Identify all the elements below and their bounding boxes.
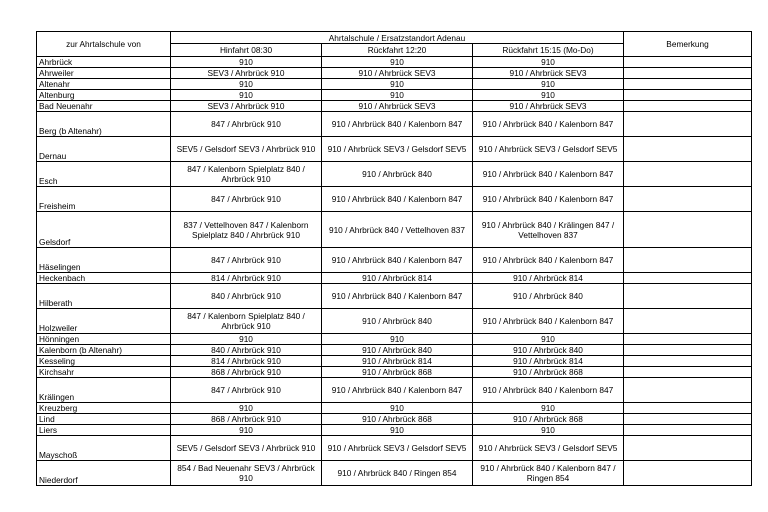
return-afternoon-connection-cell: 910 / Ahrbrück 868 [473,367,624,378]
return-noon-connection-cell: 910 [322,57,473,68]
origin-cell: Kesseling [37,356,171,367]
return-noon-connection-cell: 910 / Ahrbrück SEV3 [322,101,473,112]
return-afternoon-connection-cell: 910 [473,90,624,101]
table-row [37,425,752,436]
table-row [37,248,752,273]
table-body [37,57,752,486]
remarks-cell [624,212,752,248]
origin-cell: Kirchsahr [37,367,171,378]
outbound-connection-cell: 847 / Kalenborn Spielplatz 840 / Ahrbrück 910 [171,309,322,334]
remarks-cell [624,334,752,345]
return-afternoon-connection-cell: 910 / Ahrbrück 840 / Krälingen 847 / Vettelhoven 837 [473,212,624,248]
origin-cell: Hilberath [37,284,171,309]
return-noon-connection-cell: 910 / Ahrbrück 840 / Kalenborn 847 [322,248,473,273]
return-afternoon-connection-cell: 910 / Ahrbrück 814 [473,356,624,367]
remarks-cell [624,356,752,367]
return-noon-connection-cell: 910 [322,79,473,90]
table-row [37,309,752,334]
remarks-cell [624,284,752,309]
remarks-cell [624,137,752,162]
return-afternoon-connection-cell: 910 / Ahrbrück 840 / Kalenborn 847 [473,112,624,137]
return-afternoon-connection-cell: 910 [473,57,624,68]
origin-cell: Altenburg [37,90,171,101]
origin-cell: Krälingen [37,378,171,403]
return-noon-connection-cell: 910 / Ahrbrück 840 [322,162,473,187]
return-noon-connection-cell: 910 / Ahrbrück 814 [322,356,473,367]
origin-column-header: zur Ahrtalschule von [37,32,171,57]
origin-cell: Mayschoß [37,436,171,461]
outbound-connection-cell: SEV3 / Ahrbrück 910 [171,68,322,79]
remarks-cell [624,436,752,461]
outbound-connection-cell: 814 / Ahrbrück 910 [171,356,322,367]
table-row [37,212,752,248]
outbound-connection-cell: 847 / Ahrbrück 910 [171,187,322,212]
outbound-connection-cell: 910 [171,90,322,101]
outbound-connection-cell: SEV5 / Gelsdorf SEV3 / Ahrbrück 910 [171,436,322,461]
outbound-column-header: Hinfahrt 08:30 [171,44,322,57]
return-afternoon-connection-cell: 910 / Ahrbrück 814 [473,273,624,284]
origin-cell: Liers [37,425,171,436]
origin-cell: Berg (b Altenahr) [37,112,171,137]
table-row [37,273,752,284]
return-afternoon-connection-cell: 910 / Ahrbrück 868 [473,414,624,425]
table-row [37,367,752,378]
origin-cell: Häselingen [37,248,171,273]
remarks-cell [624,414,752,425]
return-noon-connection-cell: 910 / Ahrbrück 814 [322,273,473,284]
table-row [37,334,752,345]
return-afternoon-connection-cell: 910 / Ahrbrück 840 / Kalenborn 847 [473,378,624,403]
outbound-connection-cell: 910 [171,403,322,414]
outbound-connection-cell: SEV5 / Gelsdorf SEV3 / Ahrbrück 910 [171,137,322,162]
return-noon-connection-cell: 910 / Ahrbrück 840 / Ringen 854 [322,461,473,486]
return-noon-connection-cell: 910 / Ahrbrück 840 / Kalenborn 847 [322,112,473,137]
outbound-connection-cell: 868 / Ahrbrück 910 [171,367,322,378]
remarks-cell [624,461,752,486]
origin-cell: Lind [37,414,171,425]
origin-cell: Ahrweiler [37,68,171,79]
origin-cell: Altenahr [37,79,171,90]
origin-cell: Heckenbach [37,273,171,284]
return-afternoon-connection-cell: 910 / Ahrbrück 840 / Kalenborn 847 [473,309,624,334]
origin-cell: Holzweiler [37,309,171,334]
outbound-connection-cell: 910 [171,79,322,90]
return-noon-connection-cell: 910 [322,334,473,345]
outbound-connection-cell: 868 / Ahrbrück 910 [171,414,322,425]
remarks-cell [624,162,752,187]
origin-cell: Bad Neuenahr [37,101,171,112]
origin-cell: Ahrbrück [37,57,171,68]
remarks-cell [624,112,752,137]
outbound-connection-cell: 847 / Kalenborn Spielplatz 840 / Ahrbrück 910 [171,162,322,187]
outbound-connection-cell: 847 / Ahrbrück 910 [171,112,322,137]
remarks-cell [624,378,752,403]
outbound-connection-cell: SEV3 / Ahrbrück 910 [171,101,322,112]
table-row [37,101,752,112]
table-row [37,79,752,90]
table-row [37,112,752,137]
table-header [37,32,752,57]
remarks-cell [624,101,752,112]
return-noon-connection-cell: 910 / Ahrbrück 840 / Kalenborn 847 [322,284,473,309]
table-row [37,137,752,162]
table-row [37,187,752,212]
return-afternoon-connection-cell: 910 [473,403,624,414]
outbound-connection-cell: 847 / Ahrbrück 910 [171,378,322,403]
table-row [37,345,752,356]
outbound-connection-cell: 840 / Ahrbrück 910 [171,284,322,309]
return-afternoon-connection-cell: 910 / Ahrbrück SEV3 / Gelsdorf SEV5 [473,436,624,461]
origin-cell: Niederdorf [37,461,171,486]
origin-cell: Hönningen [37,334,171,345]
origin-cell: Kalenborn (b Altenahr) [37,345,171,356]
remarks-cell [624,273,752,284]
return-afternoon-connection-cell: 910 [473,425,624,436]
remarks-column-header: Bemerkung [624,32,752,57]
remarks-cell [624,79,752,90]
return-afternoon-connection-cell: 910 / Ahrbrück 840 / Kalenborn 847 [473,248,624,273]
return-noon-connection-cell: 910 / Ahrbrück 840 / Kalenborn 847 [322,378,473,403]
outbound-connection-cell: 854 / Bad Neuenahr SEV3 / Ahrbrück 910 [171,461,322,486]
origin-cell: Kreuzberg [37,403,171,414]
return-afternoon-connection-cell: 910 / Ahrbrück SEV3 [473,68,624,79]
table-row [37,162,752,187]
return-afternoon-connection-cell: 910 [473,334,624,345]
return-afternoon-connection-cell: 910 [473,79,624,90]
return-noon-connection-cell: 910 / Ahrbrück SEV3 [322,68,473,79]
table-row [37,403,752,414]
return-noon-connection-cell: 910 / Ahrbrück 840 [322,309,473,334]
outbound-connection-cell: 910 [171,334,322,345]
return-noon-connection-cell: 910 / Ahrbrück SEV3 / Gelsdorf SEV5 [322,137,473,162]
return-noon-connection-cell: 910 / Ahrbrück 840 / Vettelhoven 837 [322,212,473,248]
table-row [37,284,752,309]
table-row [37,68,752,79]
outbound-connection-cell: 910 [171,425,322,436]
return-noon-connection-cell: 910 / Ahrbrück 840 [322,345,473,356]
origin-cell: Freisheim [37,187,171,212]
outbound-connection-cell: 837 / Vettelhoven 847 / Kalenborn Spielplatz 840 / Ahrbrück 910 [171,212,322,248]
transport-schedule-table [36,31,752,486]
return-afternoon-connection-cell: 910 / Ahrbrück SEV3 / Gelsdorf SEV5 [473,137,624,162]
remarks-cell [624,425,752,436]
outbound-connection-cell: 910 [171,57,322,68]
table-row [37,414,752,425]
origin-cell: Gelsdorf [37,212,171,248]
outbound-connection-cell: 814 / Ahrbrück 910 [171,273,322,284]
remarks-cell [624,367,752,378]
return-noon-connection-cell: 910 / Ahrbrück SEV3 / Gelsdorf SEV5 [322,436,473,461]
origin-cell: Esch [37,162,171,187]
return-noon-connection-cell: 910 / Ahrbrück 840 / Kalenborn 847 [322,187,473,212]
return-noon-connection-cell: 910 / Ahrbrück 868 [322,367,473,378]
outbound-connection-cell: 840 / Ahrbrück 910 [171,345,322,356]
return-noon-connection-cell: 910 [322,90,473,101]
origin-cell: Dernau [37,137,171,162]
return-afternoon-connection-cell: 910 / Ahrbrück 840 / Kalenborn 847 [473,162,624,187]
table-row [37,90,752,101]
return-noon-connection-cell: 910 [322,403,473,414]
return-afternoon-connection-cell: 910 / Ahrbrück 840 [473,345,624,356]
remarks-cell [624,187,752,212]
outbound-connection-cell: 847 / Ahrbrück 910 [171,248,322,273]
remarks-cell [624,57,752,68]
table-row [37,57,752,68]
return-noon-column-header: Rückfahrt 12:20 [322,44,473,57]
remarks-cell [624,309,752,334]
return-afternoon-connection-cell: 910 / Ahrbrück 840 / Kalenborn 847 / Ringen 854 [473,461,624,486]
remarks-cell [624,403,752,414]
remarks-cell [624,345,752,356]
return-afternoon-connection-cell: 910 / Ahrbrück SEV3 [473,101,624,112]
remarks-cell [624,248,752,273]
return-afternoon-connection-cell: 910 / Ahrbrück 840 [473,284,624,309]
return-noon-connection-cell: 910 / Ahrbrück 868 [322,414,473,425]
remarks-cell [624,90,752,101]
return-afternoon-connection-cell: 910 / Ahrbrück 840 / Kalenborn 847 [473,187,624,212]
table-row [37,461,752,486]
table-row [37,436,752,461]
table-row [37,378,752,403]
return-noon-connection-cell: 910 [322,425,473,436]
remarks-cell [624,68,752,79]
return-afternoon-column-header: Rückfahrt 15:15 (Mo-Do) [473,44,624,57]
table-row [37,356,752,367]
school-group-header: Ahrtalschule / Ersatzstandort Adenau [171,32,624,44]
